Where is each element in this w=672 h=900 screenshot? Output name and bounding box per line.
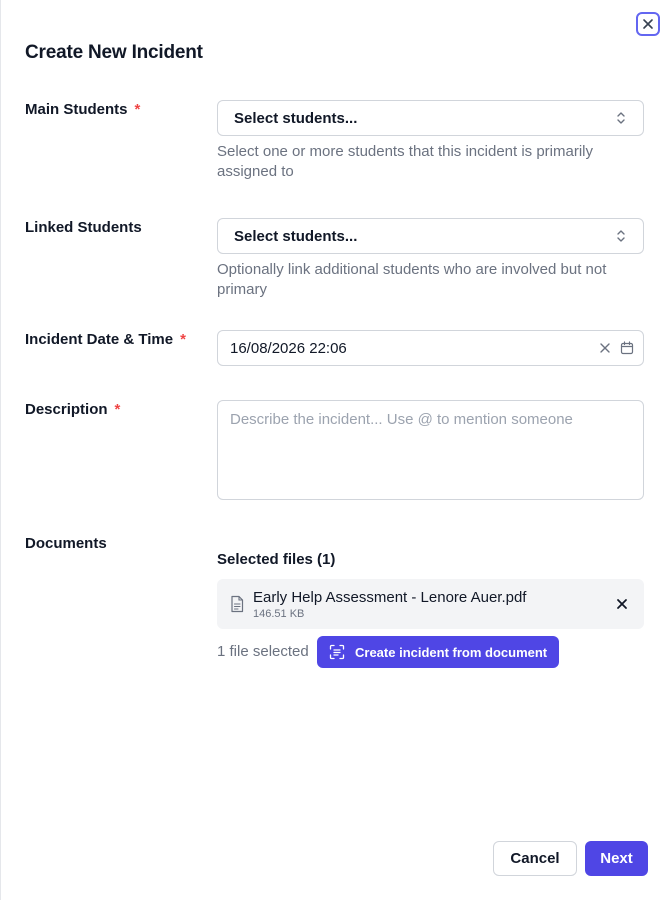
calendar-icon: [620, 341, 634, 355]
description-textarea[interactable]: [217, 400, 644, 500]
main-students-select-value: Select students...: [234, 109, 358, 127]
close-icon: [642, 18, 654, 30]
panel-edge: [0, 0, 1, 900]
linked-students-help: Optionally link additional students who are involved but not primary: [217, 261, 607, 298]
linked-students-label: Linked Students: [25, 219, 142, 236]
main-students-select[interactable]: [217, 100, 644, 136]
file-meta: [253, 589, 612, 620]
description-label-text: Description: [25, 401, 108, 418]
required-marker: *: [134, 101, 141, 118]
selected-files-heading: Selected files (1): [217, 551, 336, 568]
description-label: [25, 401, 120, 418]
incident-datetime-value: 16/08/2026 22:06: [230, 339, 347, 357]
incident-datetime-label-text: Incident Date & Time: [25, 331, 174, 348]
clear-date-button[interactable]: [597, 340, 613, 356]
file-name: Early Help Assessment - Lenore Auer.pdf: [253, 588, 527, 606]
main-students-help: Select one or more students that this incident is primarily assigned to: [217, 143, 594, 180]
close-button[interactable]: [636, 12, 660, 36]
incident-datetime-input[interactable]: [217, 330, 644, 366]
clear-icon: [599, 342, 611, 354]
chevron-up-down-icon: [615, 228, 627, 244]
next-button[interactable]: Next: [585, 841, 648, 876]
create-incident-from-document-button[interactable]: [317, 636, 559, 668]
create-incident-from-document-label: Create incident from document: [355, 644, 548, 660]
linked-students-select[interactable]: [217, 218, 644, 254]
cancel-button[interactable]: Cancel: [493, 841, 577, 876]
remove-file-button[interactable]: [612, 594, 632, 614]
required-marker: *: [114, 401, 121, 418]
description-placeholder: Describe the incident... Use @ to mention someone: [230, 411, 573, 428]
documents-label: Documents: [25, 535, 107, 552]
main-students-label-text: Main Students: [25, 101, 128, 118]
file-size: 146.51 KB: [253, 607, 305, 620]
incident-datetime-label: [25, 331, 186, 348]
calendar-button[interactable]: [619, 340, 635, 356]
dialog-title: Create New Incident: [25, 42, 203, 63]
scan-document-icon: [329, 644, 345, 660]
linked-students-select-value: Select students...: [234, 227, 358, 245]
required-marker: *: [180, 331, 186, 348]
file-item: [217, 579, 644, 629]
chevron-up-down-icon: [615, 110, 627, 126]
close-icon: [616, 598, 628, 610]
files-count: 1 file selected: [217, 643, 309, 660]
document-icon: [229, 595, 245, 613]
main-students-label: [25, 101, 140, 118]
